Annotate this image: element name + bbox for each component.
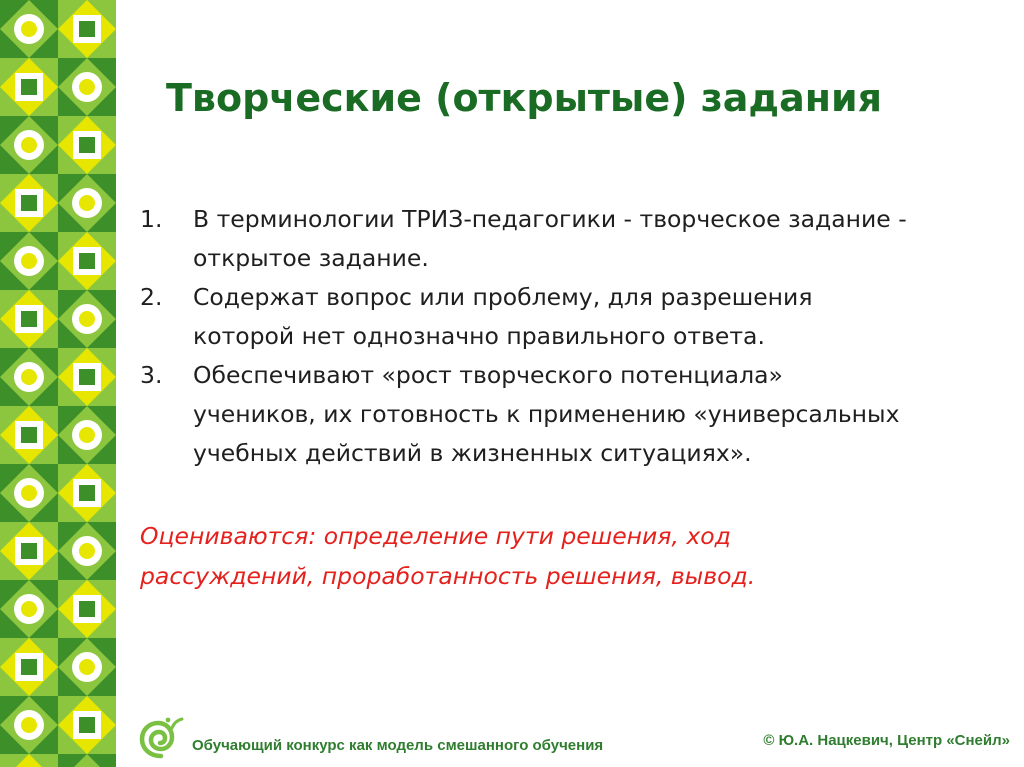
evaluation-note [140, 516, 960, 596]
decorative-pattern-border [0, 0, 116, 767]
footer-course-title: Обучающий конкурс как модель смешанного обучения [192, 737, 604, 754]
pattern-square-inner [79, 253, 95, 269]
list-item-line: учебных действий в жизненных ситуациях». [193, 439, 752, 467]
snail-spiral-icon [138, 716, 184, 760]
list-item-number: 2. [140, 283, 163, 311]
pattern-circle-inner [21, 717, 37, 733]
pattern-circle-inner [79, 79, 95, 95]
pattern-square-inner [79, 485, 95, 501]
footer-copyright: © Ю.А. Нацкевич, Центр «Снейл» [763, 732, 1010, 749]
pattern-square-inner [79, 601, 95, 617]
list-item-number: 3. [140, 361, 163, 389]
pattern-circle-inner [21, 253, 37, 269]
pattern-circle-inner [21, 21, 37, 37]
numbered-list [140, 200, 1000, 473]
evaluation-line: рассуждений, проработанность решения, вывод. [140, 562, 756, 590]
pattern-circle-inner [21, 601, 37, 617]
pattern-circle-inner [79, 543, 95, 559]
pattern-square-inner [21, 543, 37, 559]
list-item-line: учеников, их готовность к применению «универсальных [193, 400, 900, 428]
list-item-line: Обеспечивают «рост творческого потенциала» [193, 361, 783, 389]
pattern-square-inner [21, 79, 37, 95]
pattern-square-inner [21, 427, 37, 443]
list-item-line: открытое задание. [193, 244, 429, 272]
list-item-line: которой нет однозначно правильного ответа. [193, 322, 765, 350]
pattern-square-inner [79, 137, 95, 153]
pattern-square-inner [79, 21, 95, 37]
list-item [140, 278, 1000, 356]
pattern-square-inner [21, 311, 37, 327]
pattern-circle-inner [21, 369, 37, 385]
list-item-line: Содержат вопрос или проблему, для разрешения [193, 283, 813, 311]
slide-title: Творческие (открытые) задания [166, 76, 883, 120]
list-item [140, 200, 1000, 278]
pattern-circle-inner [79, 195, 95, 211]
pattern-square-inner [79, 717, 95, 733]
pattern-square-inner [21, 659, 37, 675]
pattern-circle-inner [79, 659, 95, 675]
pattern-circle-inner [79, 427, 95, 443]
pattern-circle-inner [21, 137, 37, 153]
pattern-square-inner [79, 369, 95, 385]
list-item [140, 356, 1000, 473]
list-item-number: 1. [140, 205, 163, 233]
pattern-circle-inner [21, 485, 37, 501]
pattern-square-inner [21, 195, 37, 211]
pattern-circle-inner [79, 311, 95, 327]
evaluation-line: Оцениваются: определение пути решения, ход [140, 522, 731, 550]
list-item-line: В терминологии ТРИЗ-педагогики - творческое задание - [193, 205, 907, 233]
